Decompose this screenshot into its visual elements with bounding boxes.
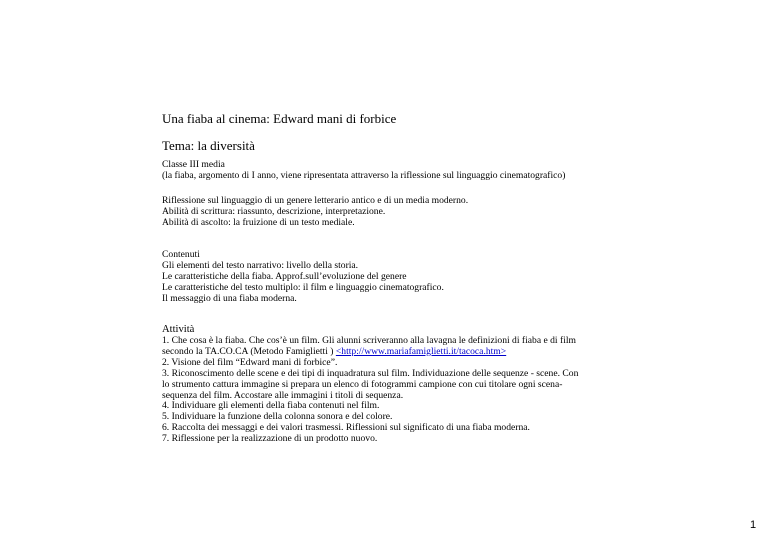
- classe-heading: Classe III media: [162, 159, 225, 170]
- document-theme: Tema: la diversità: [162, 138, 255, 153]
- attivita-line: 5. Individuare la funzione della colonna sonora e del colore.: [162, 411, 393, 423]
- riflessione-line: Riflessione sul linguaggio di un genere letterario antico e di un media moderno.: [162, 195, 469, 206]
- document-title: Una fiaba al cinema: Edward mani di forbice: [162, 111, 397, 126]
- attivita-line: 1. Che cosa è la fiaba. Che cos’è un film. Gli alunni scriveranno alla lavagna le definizioni di fiaba e di film: [162, 335, 576, 346]
- contenuti-heading: Contenuti: [162, 249, 200, 260]
- riflessione-line: Abilità di scrittura: riassunto, descrizione, interpretazione.: [162, 205, 386, 217]
- contenuti-item: Il messaggio di una fiaba moderna.: [162, 292, 297, 304]
- contenuti-section: [162, 250, 444, 305]
- riflessione-section: [162, 196, 468, 229]
- attivita-heading: Attività: [162, 324, 195, 335]
- contenuti-item: Gli elementi del testo narrativo: livello della storia.: [162, 259, 359, 271]
- attivita-line: sequenza del film. Accostare alle immagini i titoli di sequenza.: [162, 389, 404, 401]
- riflessione-line: Abilità di ascolto: la fruizione di un testo mediale.: [162, 216, 355, 228]
- attivita-line: 4. Individuare gli elementi della fiaba contenuti nel film.: [162, 400, 380, 412]
- attivita-line: 3. Riconoscimento delle scene e dei tipi di inquadratura sul film. Individuazione delle sequenze - scene. Con: [162, 367, 579, 379]
- attivita-line-text: secondo la TA.CO.CA (Metodo Famiglietti ): [162, 345, 336, 357]
- attivita-line: 7. Riflessione per la realizzazione di un prodotto nuovo.: [162, 433, 378, 445]
- attivita-section: [162, 324, 578, 445]
- tacoca-link[interactable]: <http://www.mariafamiglietti.it/tacoca.htm>: [335, 345, 507, 357]
- classe-note: (la fiaba, argomento di I anno, viene ripresentata attraverso la riflessione sul linguaggio cinematografico): [162, 169, 566, 181]
- attivita-line: 2. Visione del film “Edward mani di forbice”.: [162, 356, 338, 368]
- attivita-line: 6. Raccolta dei messaggi e dei valori trasmessi. Riflessioni sul significato di una fiaba moderna.: [162, 422, 530, 434]
- attivita-line: lo strumento cattura immagine si prepara un elenco di fotogrammi campione con cui titolare ogni scena-: [162, 378, 563, 390]
- contenuti-item: Le caratteristiche della fiaba. Approf.sull’evoluzione del genere: [162, 270, 407, 282]
- contenuti-item: Le caratteristiche del testo multiplo: il film e linguaggio cinematografico.: [162, 281, 444, 293]
- classe-section: [162, 160, 565, 182]
- page-number: 1: [750, 519, 757, 531]
